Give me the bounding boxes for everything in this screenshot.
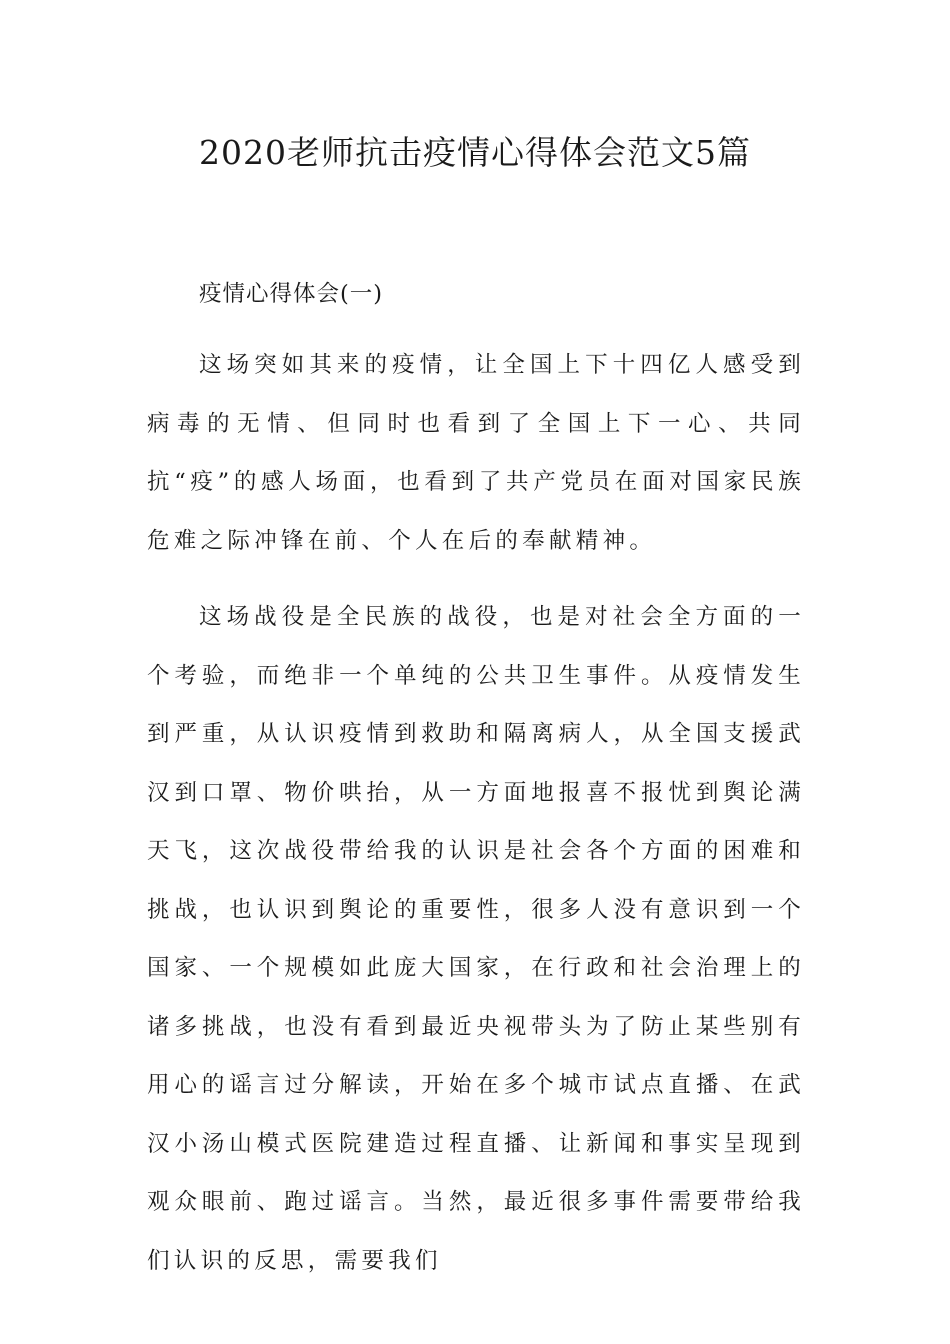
document-title: 2020老师抗击疫情心得体会范文5篇 [199, 133, 751, 172]
section-heading: 疫情心得体会(一) [199, 281, 384, 307]
document-body [147, 270, 805, 1290]
paragraph-2: 这场战役是全民族的战役，也是对社会全方面的一个考验，而绝非一个单纯的公共卫生事件。从疫情发生到严重，从认识疫情到救助和隔离病人，从全国支援武汉到口罩、物价哄抬，从一方面地报喜不报忧到舆论满天飞，这次战役带给我的认识是社会各个方面的困难和挑战，也认识到舆论的重要性，很多人没有意识到一个国家、一个规模如此庞大国家，在行政和社会治理上的诸多挑战，也没有看到最近央视带头为了防止某些别有用心的谣言过分解读，开始在多个城市试点直播、在武汉小汤山模式医院建造过程直播、让新闻和事实呈现到观众眼前、跑过谣言。当然，最近很多事件需要带给我们认识的反思，需要我们 [147, 604, 805, 1274]
paragraph-1: 这场突如其来的疫情，让全国上下十四亿人感受到病毒的无情、但同时也看到了全国上下一心、共同抗“疫”的感人场面，也看到了共产党员在面对国家民族危难之际冲锋在前、个人在后的奉献精神。 [147, 352, 805, 554]
